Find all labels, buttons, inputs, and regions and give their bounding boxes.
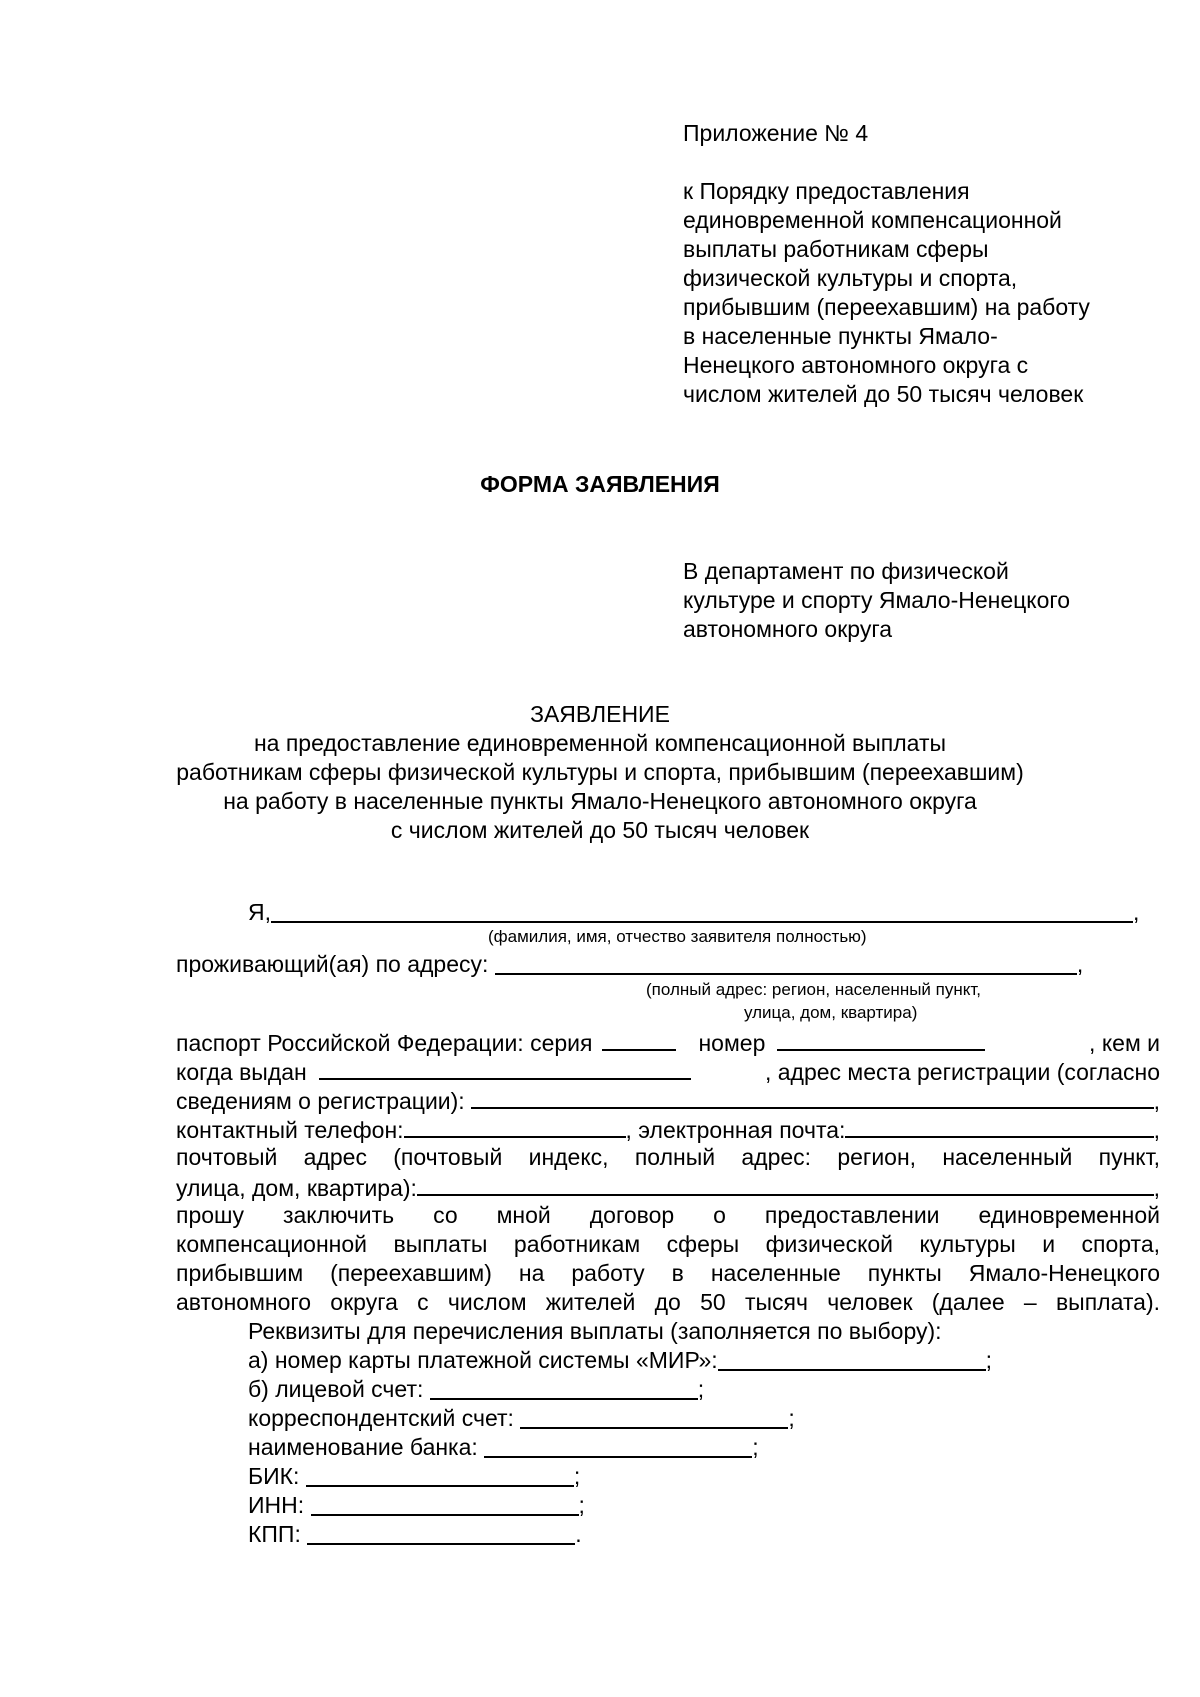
statement-title: ЗАЯВЛЕНИЕ: [530, 701, 670, 727]
email-comma: ,: [1153, 1117, 1160, 1143]
email-label: , электронная почта:: [625, 1117, 846, 1143]
bank-field[interactable]: [484, 1434, 752, 1458]
appendix-number: Приложение № 4: [683, 120, 869, 146]
fio-field[interactable]: [271, 899, 1133, 923]
appendix-header: [683, 119, 868, 148]
account-field[interactable]: [430, 1376, 698, 1400]
appendix-line: числом жителей до 50 тысяч человек: [683, 381, 1084, 407]
card-semicolon: ;: [985, 1347, 993, 1373]
request-line: компенсационной выплаты работникам сферы физической культуры и спорта,: [176, 1231, 1160, 1257]
fio-comma: ,: [1133, 899, 1140, 925]
account-label: б) лицевой счет:: [248, 1376, 424, 1402]
statement-line: с числом жителей до 50 тысяч человек: [390, 817, 810, 843]
appendix-line: в населенные пункты Ямало-: [683, 323, 998, 349]
passport-row: [176, 1027, 1160, 1058]
passport-number-field[interactable]: [777, 1027, 985, 1051]
appendix-line: физической культуры и спорта,: [683, 265, 1018, 291]
passport-number-label: номер: [698, 1030, 766, 1056]
residence-comma: ,: [1076, 951, 1084, 977]
corr-field[interactable]: [520, 1405, 788, 1429]
kpp-field[interactable]: [307, 1521, 575, 1545]
address-hint-1: (полный адрес: регион, населенный пункт,: [646, 980, 981, 999]
bank-semicolon: ;: [752, 1434, 759, 1460]
appendix-line: выплаты работникам сферы: [683, 236, 989, 262]
registration-row: [176, 1085, 1160, 1116]
request-line: автономного округа с числом жителей до 50 тысяч человек (далее – выплата).: [176, 1289, 1160, 1315]
card-label: а) номер карты платежной системы «МИР»:: [248, 1347, 718, 1373]
statement-heading: [0, 700, 1200, 845]
bik-semicolon: ;: [573, 1463, 581, 1489]
issued-field[interactable]: [319, 1056, 691, 1080]
email-field[interactable]: [845, 1114, 1153, 1138]
kpp-period: .: [575, 1521, 582, 1547]
registration-label: сведениям о регистрации):: [176, 1088, 465, 1114]
postal-field[interactable]: [417, 1172, 1154, 1196]
card-row: [248, 1346, 992, 1375]
postal-row: [176, 1172, 1160, 1203]
addressee-line: культуре и спорту Ямало-Ненецкого: [683, 587, 1071, 613]
phone-field[interactable]: [404, 1114, 626, 1138]
residence-field[interactable]: [495, 951, 1077, 975]
form-title: ФОРМА ЗАЯВЛЕНИЯ: [480, 471, 720, 497]
issued-label: когда выдан: [176, 1059, 307, 1085]
postal-comma: ,: [1153, 1175, 1160, 1201]
corr-semicolon: ;: [788, 1405, 795, 1431]
inn-label: ИНН:: [248, 1492, 305, 1518]
addressee-line: автономного округа: [683, 616, 892, 642]
passport-series-label: паспорт Российской Федерации: серия: [176, 1030, 593, 1056]
registration-intro: , адрес места регистрации (согласно: [764, 1059, 1160, 1085]
appendix-line: единовременной компенсационной: [683, 207, 1062, 233]
statement-line: на предоставление единовременной компенсационной выплаты: [253, 730, 947, 756]
appendix-line: Ненецкого автономного округа с: [683, 352, 1029, 378]
postal-label: улица, дом, квартира):: [176, 1175, 417, 1201]
contacts-row: [176, 1114, 1160, 1145]
bik-label: БИК:: [248, 1463, 300, 1489]
bik-row: [248, 1462, 580, 1491]
account-semicolon: ;: [697, 1376, 705, 1402]
issued-row: [176, 1056, 1160, 1087]
registration-field[interactable]: [471, 1085, 1154, 1109]
bik-field[interactable]: [306, 1463, 574, 1487]
request-paragraph: [176, 1201, 1160, 1317]
bank-row: [248, 1433, 759, 1462]
corr-label: корреспондентский счет:: [248, 1405, 514, 1431]
corr-row: [248, 1404, 795, 1433]
i-label: Я,: [248, 899, 271, 925]
bank-label: наименование банка:: [248, 1434, 478, 1460]
residing-label: проживающий(ая) по адресу:: [176, 951, 489, 977]
addressee-line: В департамент по физической: [683, 558, 1009, 584]
registration-comma: ,: [1153, 1088, 1160, 1114]
kpp-label: КПП:: [248, 1521, 301, 1547]
request-line: прибывшим (переехавшим) на работу в населенные пункты Ямало-Ненецкого: [176, 1260, 1160, 1286]
statement-line: на работу в населенные пункты Ямало-Ненецкого автономного округа: [223, 788, 977, 814]
inn-field[interactable]: [311, 1492, 579, 1516]
phone-label: контактный телефон:: [176, 1117, 404, 1143]
fio-hint: (фамилия, имя, отчество заявителя полностью): [488, 927, 867, 946]
passport-issuer-label: , кем и: [1089, 1030, 1160, 1056]
appendix-line: к Порядку предоставления: [683, 178, 970, 204]
appendix-line: прибывшим (переехавшим) на работу: [683, 294, 1090, 320]
inn-semicolon: ;: [578, 1492, 585, 1518]
residence-row: [176, 950, 1083, 979]
account-row: [248, 1375, 704, 1404]
appendix-text: [683, 177, 1090, 409]
addressee: [683, 557, 1070, 644]
fio-row: [248, 898, 1139, 927]
kpp-row: [248, 1520, 582, 1549]
inn-row: [248, 1491, 585, 1520]
passport-series-field[interactable]: [602, 1027, 676, 1051]
statement-line: работникам сферы физической культуры и спорта, прибывшим (переехавшим): [176, 759, 1024, 785]
request-line: прошу заключить со мной договор о предоставлении единовременной: [176, 1202, 1160, 1228]
postal-line: почтовый адрес (почтовый индекс, полный адрес: регион, населенный пункт,: [176, 1144, 1160, 1170]
address-hint-2: улица, дом, квартира): [744, 1003, 918, 1022]
requisites-title: Реквизиты для перечисления выплаты (заполняется по выбору):: [248, 1318, 942, 1344]
card-field[interactable]: [718, 1347, 986, 1371]
